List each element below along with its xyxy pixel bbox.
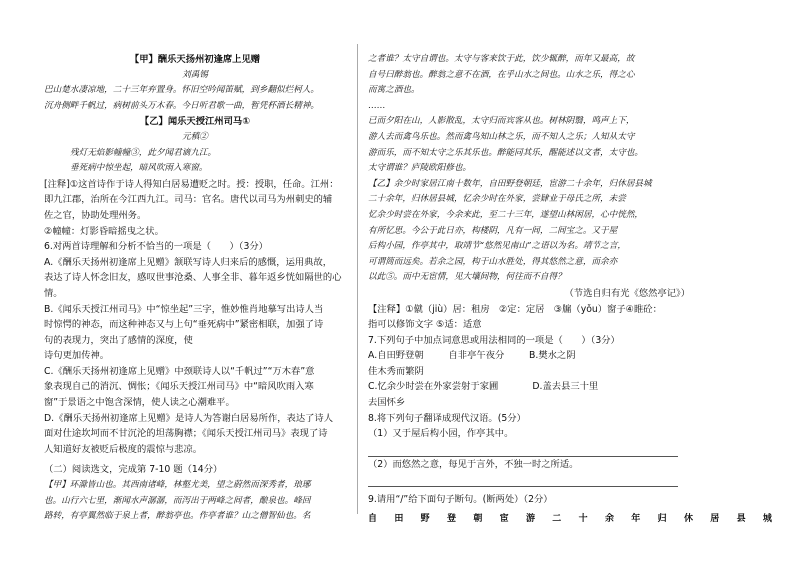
notes-line: 即九江郡，治所在今江西九江。司马：官名。唐代以司马为州刺史的辅 [44,194,333,206]
q6-option-line: 人知道好友被贬后极度的震惊与悲凉。 [44,443,203,455]
right-column [368,52,772,525]
notes-line: ②幢幢：灯影昏暗摇曳之状。 [44,225,164,237]
q7-stem: 7.下列句子中加点词意思或用法相同的一项是（ ）（3分） [368,334,620,346]
passage-b-line: 以此⑤。而中无宦情，见大壤间物，何往而不自得？ [368,272,566,283]
passage-source: （节选自归有光《悠然亭记》） [564,287,690,299]
q7-option: 尝射于家圃 [451,381,499,393]
q9-char[interactable]: 归 [657,514,667,525]
poem2-line: 残灯无焰影幢幢③，此夕闻君谪九江。 [70,147,217,158]
q7-option: 自非亭午夜分 [448,350,505,362]
q7-option-row [368,348,690,364]
q9-char[interactable]: 野 [420,514,430,525]
answer-line[interactable] [368,472,678,487]
q6-stem: 6.对两首诗理解和分析不恰当的一项是（ ）（3分） [44,241,268,253]
answer-line[interactable] [368,442,678,457]
notes-line: [注释]①这首诗作于诗人得知白居易遭贬之时。授：授职，任命。江州： [44,178,339,190]
poem1-title: 【甲】酬乐天扬州初逢席上见赠 [129,54,261,65]
q6-option-line: 面对仕途坎坷而不甘沉沦的坦荡胸襟；《闻乐天授江州司马》表现了诗 [44,428,328,440]
q8-stem: 8.将下列句子翻译成现代汉语。(5分） [368,412,526,424]
q6-option-line: 句的表现力，突出了感情的深度，使 [44,334,193,346]
q8-sentence-2: （2）而悠然之意，每见于言外，不独一时之所适。 [368,458,579,470]
q6-option-line: 象表现自己的消沉、惆怅；《闻乐天授江州司马》中“暗风吹雨入寒 [44,381,314,393]
section2-heading: （二）阅读选文，完成第 7-10 题（14分） [44,464,223,476]
q7-option: C.忆余少时尝在外家 [368,381,452,393]
q6-option-line: C.《酬乐天扬州初逢席上见赠》中颈联诗人以“千帆过”“万木春”意 [44,365,315,377]
q7-option-row [368,395,690,411]
passage-b-line: 有所忆思。今公于此日亦，构楼阴，凡有一间，二间宝之。又于屋 [368,225,618,236]
q9-char[interactable]: 十 [578,514,588,525]
notes-line: 【注释】①僦（jiù）居：租房 ②定：定居 ③牖（yǒu）窗子④睢砼： [368,303,662,315]
notes-line: 佐之官，协助处理州务。 [44,209,147,221]
notes-line: 指可以修饰文字 ⑤适：适意 [368,319,482,331]
poem1-author: 刘禹锡 [182,69,208,80]
q9-stem: 9.请用“/”给下面句子断句。(断两处）（2分） [368,494,553,506]
poem1-line: 沉舟侧畔千帆过，病树前头万木春。今日听君歌一曲，暂凭杯酒长精神。 [44,100,320,111]
q9-char[interactable]: 城 [762,514,772,525]
q7-option: A.自田野登朝 [368,350,424,362]
q6-option-line: B.《闻乐天授江州司马》中“惊坐起”三字，惟妙惟肖地摹写出诗人当 [44,303,324,315]
q9-char[interactable]: 自 [368,514,378,525]
q6-option-line: 情。 [44,287,63,299]
q6-option-line: 表达了诗人怀念旧友，感叹世事沧桑、人事全非、暮年返乡恍如隔世的心 [44,272,342,284]
passage-a-line: 已而夕阳在山，人影散乱，太守归而宾客从也。树林阴翳，鸣声上下， [368,116,635,127]
q6-option-line: 时惊愕的神态，而这种神态又与上句“垂死病中”紧密相联，加强了诗 [44,319,324,331]
passage-a-line: 之者谁？太守自谓也。太守与客来饮于此，饮少辄醉，而年又最高，故 [368,54,635,64]
passage-a-line: 自号曰醉翁也。醉翁之意不在酒，在乎山水之间也。山水之乐，得之心 [368,69,635,80]
ellipsis: …… [368,100,386,111]
q6-option-line: A.《酬乐天扬州初逢席上见赠》颔联写诗人归来后的感慨，运用典故， [44,256,333,268]
q6-option-line: 诗句更加传神。 [44,350,110,362]
poem2-line: 垂死病中惊坐起，暗风吹雨入寒窗。 [70,163,208,174]
poem2-author: 元稹② [182,131,208,142]
q9-character-row[interactable] [368,511,772,524]
passage-a-line: 路转，有亭翼然临于泉上者，醉翁亭也。作亭者谁？山之僧智仙也。名 [44,511,311,522]
q9-char[interactable]: 休 [683,514,693,525]
passage-b-line: 【乙】余少时家居江南十数年，自田野登朝廷，宦游二十余年，归休居县城 [368,178,652,189]
q9-char[interactable]: 宦 [499,514,509,525]
q7-option: B.樊水之阴 [529,350,576,362]
column-divider [357,44,358,514]
q7-option: 去国怀乡 [368,397,406,409]
q7-option-row [368,364,690,380]
passage-a-line: 也。山行六七里，渐闻水声潺潺，而泻出于两峰之间者，酿泉也。峰回 [44,495,311,506]
q6-option-line: D.《酬乐天扬州初逢席上见赠》是诗人为答谢白居易所作，表达了诗人 [44,412,334,424]
passage-b-line: 后构小园，作亭其中，取靖节“悠然见南山”之语以为名。靖节之言， [368,241,627,252]
left-column [44,52,346,525]
q9-char[interactable]: 年 [631,514,641,525]
passage-a-line: 游人去而禽鸟乐也。然而禽鸟知山林之乐，而不知人之乐；人知从太守 [368,131,635,142]
q9-char[interactable]: 游 [525,514,535,525]
passage-a-line: 太守谓谁？庐陵欧阳修也。 [368,163,472,174]
passage-b-line: 二十余年，归休居县城，忆余少时在外家，尝肄业于母氏之所，未尝 [368,194,626,205]
q6-option-line: 窗”于景语之中饱含深情，使人读之心潮难平。 [44,397,235,409]
passage-b-line: 可谓简而远矣。若余之园，构于山水胜处，得其悠然之意，而余亦 [368,256,618,267]
q9-char[interactable]: 二 [552,514,562,525]
poem2-title: 【乙】闻乐天授江州司马① [139,116,251,128]
q9-char[interactable]: 县 [736,514,746,525]
q9-char[interactable]: 居 [710,514,720,525]
q9-char[interactable]: 余 [604,514,614,525]
q7-option-row [368,379,690,395]
q9-char[interactable]: 田 [394,514,404,525]
q7-option: 佳木秀而繁阴 [368,365,424,377]
passage-a-line: 【甲】环滁皆山也。其西南诸峰，林壑尤美，望之蔚然而深秀者，琅琊 [44,480,311,491]
passage-b-line: 忆余少时尝在外家，今余来此，至二十三年，遂望山林闲居，心中恍然， [368,209,644,220]
q9-char[interactable]: 登 [446,514,456,525]
q8-sentence-1: （1）又于屋后构小园，作亭其中。 [368,428,514,440]
q7-option: D.盖去县三十里 [532,381,599,393]
passage-a-line: 游而乐，而不知太守之乐其乐也。醉能同其乐，醒能述以文者，太守也。 [368,147,644,158]
poem1-line: 巴山楚水凄凉地，二十三年弃置身。怀旧空吟闻笛赋，到乡翻似烂柯人。 [44,85,320,96]
passage-a-line: 而寓之酒也。 [368,85,420,96]
q9-char[interactable]: 朝 [473,514,483,525]
